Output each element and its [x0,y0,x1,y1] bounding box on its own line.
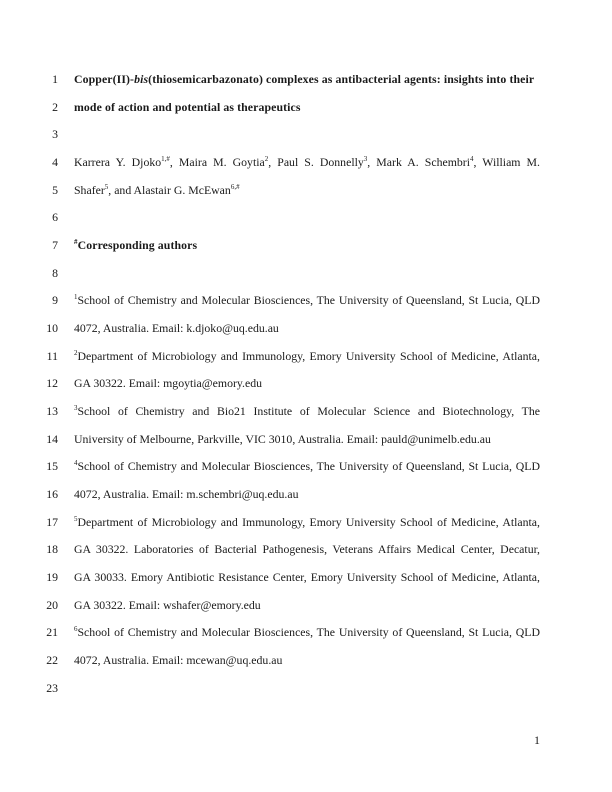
line-number: 10 [46,321,58,335]
affiliation-2-cont: GA 30322. Email: mgoytia@emory.edu [74,376,263,390]
authors-line-2: Shafer$^5$, and Alastair G. McEwan$^{6,\#}$ [74,183,240,197]
line-number: 11 [46,349,58,363]
affiliation-4: $^4$School of Chemistry and Molecular Biosciences, The University of Queensland, St Lucia, QLD [74,459,540,473]
line-number: 15 [46,459,58,473]
line-number: 14 [46,432,58,446]
corresponding-authors-label: #Corresponding authors [74,238,198,252]
line-number: 6 [52,210,58,224]
line-number: 18 [46,542,58,556]
line-number: 20 [46,598,58,612]
line-number: 3 [52,127,58,141]
line-number: 7 [52,238,58,252]
line-number: 1 [52,72,58,86]
line-number: 9 [52,293,58,307]
line-number: 12 [46,376,58,390]
page-number: 1 [534,733,540,747]
title-line-1: Copper(II)-bis(thiosemicarbazonato) complexes as antibacterial agents: insights into their [74,72,535,86]
affiliation-3-cont: University of Melbourne, Parkville, VIC 3010, Australia. Email: pauld@unimelb.edu.au [74,432,491,446]
line-number: 22 [46,653,58,667]
affiliation-2: $^2$Department of Microbiology and Immunology, Emory University School of Medicine, Atlanta, [74,349,540,363]
affiliation-6: $^6$School of Chemistry and Molecular Biosciences, The University of Queensland, St Lucia, QLD [74,625,540,639]
line-number: 16 [46,487,58,501]
affiliation-5-cont: GA 30033. Emory Antibiotic Resistance Center, Emory University School of Medicine, Atlanta, [74,570,540,584]
affiliation-6-cont: 4072, Australia. Email: mcewan@uq.edu.au [74,653,283,667]
line-number: 2 [52,100,58,114]
line-number: 13 [46,404,58,418]
affiliation-1: $^1$School of Chemistry and Molecular Biosciences, The University of Queensland, St Lucia, QLD [74,293,540,307]
line-number: 21 [46,625,58,639]
affiliation-1-cont: 4072, Australia. Email: k.djoko@uq.edu.au [74,321,279,335]
affiliation-5: $^5$Department of Microbiology and Immunology, Emory University School of Medicine, Atlanta, [74,515,540,529]
affiliation-5-cont: GA 30322. Laboratories of Bacterial Pathogenesis, Veterans Affairs Medical Center, Decatur, [74,542,540,556]
line-number: 17 [46,515,58,529]
title-line-2: mode of action and potential as therapeutics [74,100,301,114]
affiliation-3: $^3$School of Chemistry and Bio21 Institute of Molecular Science and Biotechnology, The [74,404,540,418]
affiliation-4-cont: 4072, Australia. Email: m.schembri@uq.edu.au [74,487,299,501]
line-number: 5 [52,183,58,197]
line-number: 19 [46,570,58,584]
affiliation-5-cont: GA 30322. Email: wshafer@emory.edu [74,598,261,612]
authors-line-1: Karrera Y. Djoko$^{1,\#}$, Maira M. Goytia$^2$, Paul S. Donnelly$^3$, Mark A. Schembri$^4$, William M. [74,155,540,169]
line-number: 8 [52,266,58,280]
line-number: 4 [52,155,58,169]
line-number: 23 [46,681,58,695]
